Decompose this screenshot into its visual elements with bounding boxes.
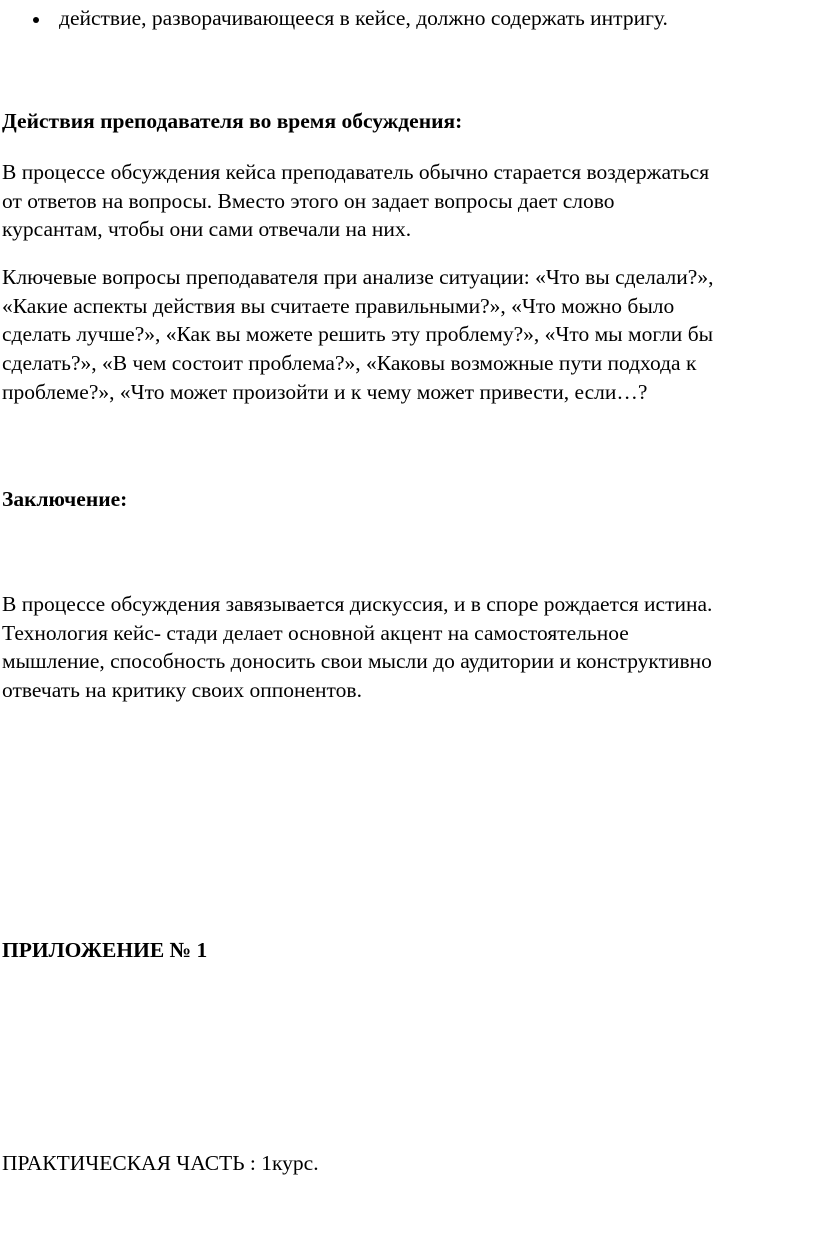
bullet-dot-icon (33, 17, 39, 23)
paragraph-line: мышление, способность доносить свои мысли до аудитории и конструктивно (2, 649, 712, 674)
appendix-heading: ПРИЛОЖЕНИЕ № 1 (2, 938, 208, 962)
paragraph-line: курсантам, чтобы они сами отвечали на них. (2, 217, 412, 242)
paragraph-line: В процессе обсуждения кейса преподаватель обычно старается воздержаться (2, 160, 710, 184)
paragraph-line: сделать?», «В чем состоит проблема?», «Каковы возможные пути подхода к (2, 351, 697, 376)
bullet-text: действие, разворачивающееся в кейсе, должно содержать интригу. (59, 6, 668, 30)
paragraph-line: Технология кейс- стади делает основной акцент на самостоятельное (2, 620, 629, 645)
paragraph-teacher-role (2, 158, 816, 244)
paragraph-conclusion (2, 590, 816, 705)
paragraph-line: отвечать на критику своих оппонентов. (2, 678, 362, 703)
paragraph-line: от ответов на вопросы. Вместо этого он задает вопросы дает слово (2, 188, 615, 213)
paragraph-line: В процессе обсуждения завязывается дискуссия, и в споре рождается истина. (2, 592, 713, 616)
paragraph-line: проблеме?», «Что может произойти и к чему может привести, если…? (2, 379, 648, 404)
paragraph-line: Ключевые вопросы преподавателя при анализе ситуации: «Что вы сделали?», (2, 265, 714, 289)
section-heading-teacher-actions: Действия преподавателя во время обсуждения: (2, 109, 463, 133)
paragraph-line: «Какие аспекты действия вы считаете правильными?», «Что можно было (2, 293, 675, 318)
paragraph-line: сделать лучше?», «Как вы можете решить эту проблему?», «Что мы могли бы (2, 322, 714, 347)
section-heading-conclusion: Заключение: (2, 487, 128, 511)
practical-part-label: ПРАКТИЧЕСКАЯ ЧАСТЬ : 1курс. (2, 1151, 319, 1175)
paragraph-key-questions (2, 263, 816, 407)
